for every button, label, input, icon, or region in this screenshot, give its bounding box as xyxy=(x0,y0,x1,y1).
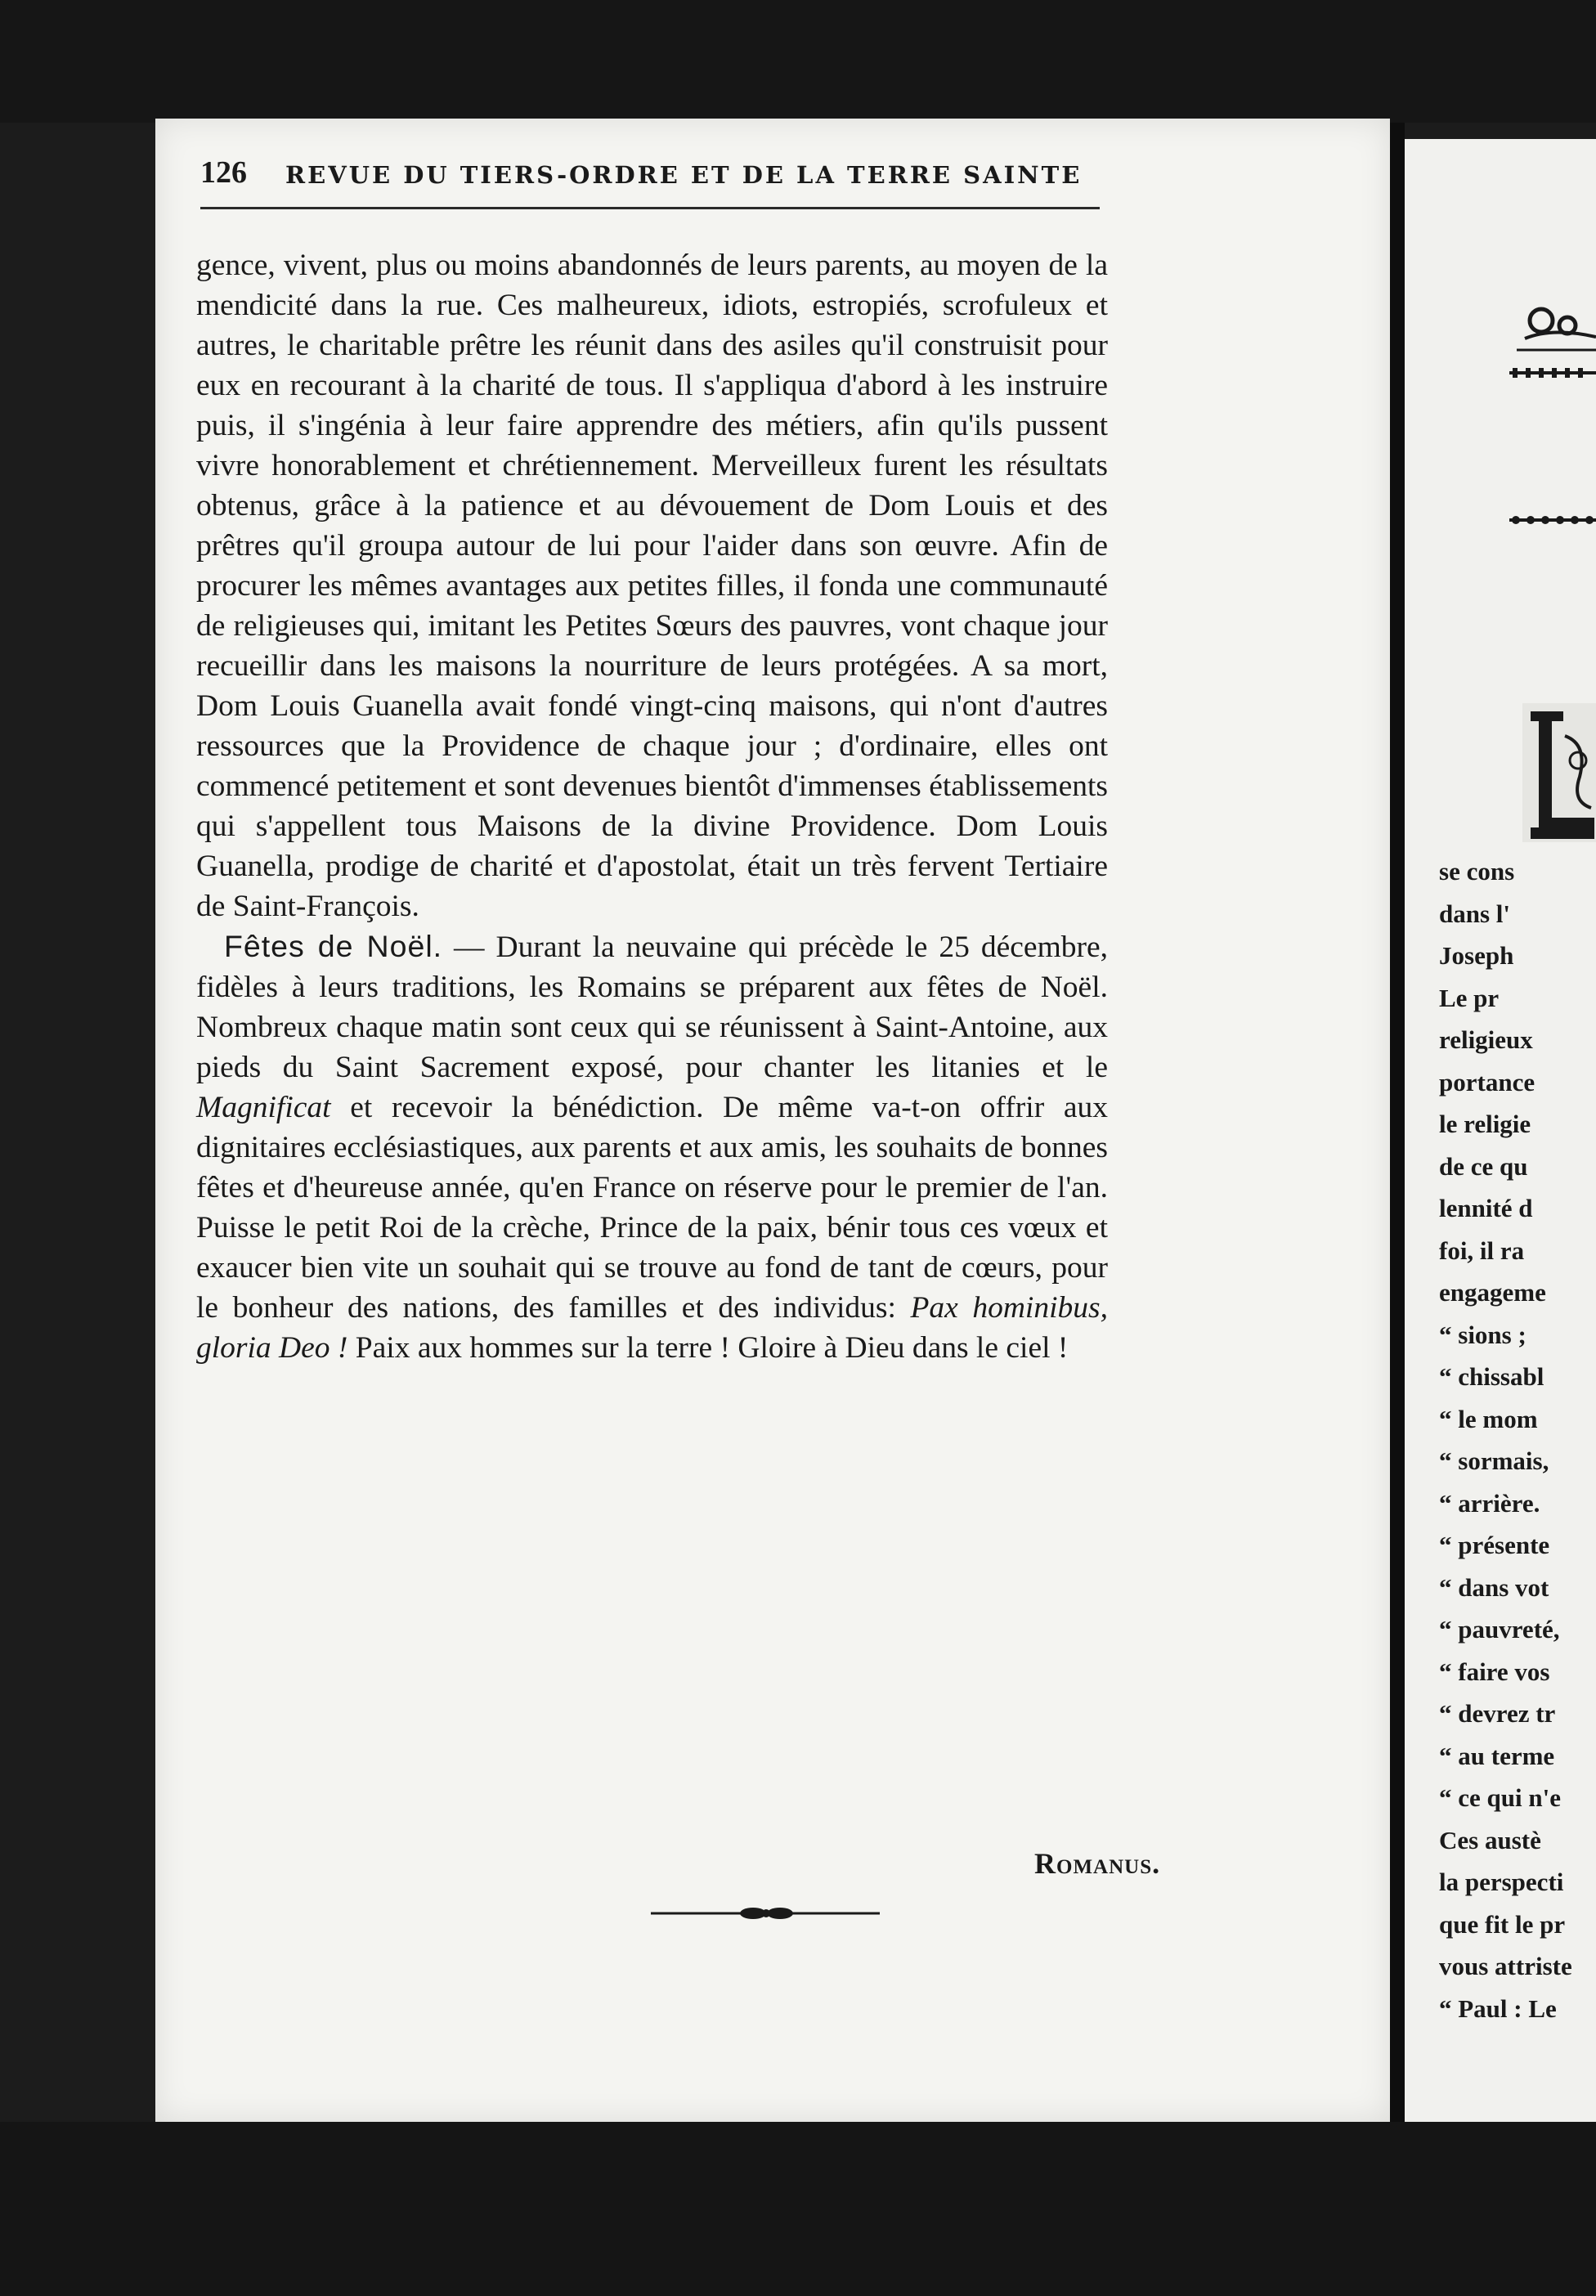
paragraph-2-text-1: — Durant la neuvaine qui précède le 25 décembre, fidèles à leurs traditions, les Romains se préparent aux fêtes de Noël. Nombreux chaque matin sont ceux qui se réunissent à Saint-Antoine, aux pieds du Saint Sacrement exposé, pour chanter les litanies et le xyxy=(196,931,1108,1084)
decorative-border-icon xyxy=(1509,515,1596,525)
facing-line: “ le mom xyxy=(1439,1404,1538,1433)
facing-line: foi, il ra xyxy=(1439,1235,1525,1265)
facing-line: religieux xyxy=(1439,1025,1533,1054)
paragraph-2-italic-1: Magnificat xyxy=(196,1091,331,1124)
facing-line: que fit le pr xyxy=(1439,1909,1566,1939)
facing-line: la perspecti xyxy=(1439,1868,1564,1896)
facing-line: lennité d xyxy=(1439,1194,1533,1222)
film-border-top xyxy=(0,0,1596,123)
paragraph-2-italic-2: Pax hominibus, gloria Deo ! xyxy=(196,1291,1108,1365)
decorative-border-icon xyxy=(1509,368,1596,378)
facing-line: Le pr xyxy=(1439,983,1500,1012)
facing-line: engageme xyxy=(1439,1278,1546,1307)
facing-line: “ arrière. xyxy=(1439,1488,1540,1518)
page-gutter xyxy=(1390,123,1405,2134)
fleuron-icon xyxy=(1509,298,1596,358)
facing-line: Joseph xyxy=(1439,941,1514,970)
facing-page-text xyxy=(1439,850,1596,2029)
facing-line: le religie xyxy=(1439,1110,1531,1138)
facing-line: “ pauvreté, xyxy=(1439,1615,1560,1644)
facing-line: “ faire vos xyxy=(1439,1657,1550,1686)
paragraph-1: gence, vivent, plus ou moins abandonnés de leurs parents, au moyen de la mendicité dans la rue. Ces malheureux, idiots, estropiés, scrofuleux et autres, le charitable prêtre les réunit dans des asiles qu'il construisit pour eux en recourant à la charité de tous. Il s'appliqua d'abord à les instruire puis, il s'ingénia à leur faire apprendre des métiers, afin qu'ils pussent vivre honorablement et chrétiennement. Merveilleux furent les résultats obtenus, grâce à la patience et au dévouement de Dom Louis et des prêtres qu'il groupa autour de lui pour l'aider dans son œuvre. Afin de procurer les mêmes avantages aux petites filles, il fonda une communauté de religieuses qui, imitant les Petites Sœurs des pauvres, vont chaque jour recueillir dans les maisons la nourriture de leurs protégées. A sa mort, Dom Louis Guanella avait fondé vingt-cinq maisons, qui n'ont d'autres ressources que la Providence de chaque jour ; d'ordinaire, elles ont commencé petitement et sont devenues bientôt d'immenses établissements qui s'appellent tous Maisons de la divine Providence. Dom Louis Guanella, prodige de charité et d'apostolat, était un très fervent Tertiaire de Saint-François. xyxy=(196,249,1108,923)
facing-line: vous attriste xyxy=(1439,1952,1572,1980)
facing-line: “ au terme xyxy=(1439,1741,1555,1770)
ornamental-initial-icon xyxy=(1522,703,1596,842)
article-body xyxy=(196,245,1108,1368)
header-rule xyxy=(200,207,1100,209)
facing-line: “ Paul : Le xyxy=(1439,1993,1557,2023)
film-border-bottom xyxy=(0,2122,1596,2296)
facing-line: se cons xyxy=(1439,857,1515,886)
facing-line: “ devrez tr xyxy=(1439,1699,1556,1728)
facing-line: “ ce qui n'e xyxy=(1439,1783,1561,1812)
journal-title: REVUE DU TIERS-ORDRE ET DE LA TERRE SAINTE xyxy=(285,161,1083,189)
facing-line: de ce qu xyxy=(1439,1151,1528,1181)
facing-line: “ sormais, xyxy=(1439,1446,1549,1475)
paragraph-2-text-2: et recevoir la bénédiction. De même va-t-on offrir aux dignitaires ecclésiastiques, aux parents et aux amis, les souhaits de bonnes fêtes et d'heureuse année, qu'en France on réserve pour le premier de l'an. Puisse le petit Roi de la crèche, Prince de la paix, bénir tous ces vœux et exaucer bien vite un souhait qui se trouve au fond de tant de cœurs, pour le bonheur des nations, des familles et des individus: xyxy=(196,1091,1109,1325)
paragraph-2 xyxy=(196,926,1108,1368)
running-head xyxy=(200,151,1083,209)
facing-line: “ chissabl xyxy=(1439,1362,1544,1391)
facing-line: “ sions ; xyxy=(1439,1320,1527,1349)
facing-line: Ces austè xyxy=(1439,1825,1541,1854)
end-ornament-icon xyxy=(651,1901,880,1926)
facing-line: “ dans vot xyxy=(1439,1572,1549,1602)
facing-line: “ présente xyxy=(1439,1531,1550,1559)
section-heading: Fêtes de Noël. xyxy=(224,929,443,963)
page-number: 126 xyxy=(200,155,247,190)
facing-line: dans l' xyxy=(1439,899,1511,928)
paragraph-2-text-3: Paix aux hommes sur la terre ! Gloire à Dieu dans le ciel ! xyxy=(355,1331,1069,1365)
author-signature: Romanus. xyxy=(1034,1847,1161,1880)
facing-line: portance xyxy=(1439,1067,1535,1096)
